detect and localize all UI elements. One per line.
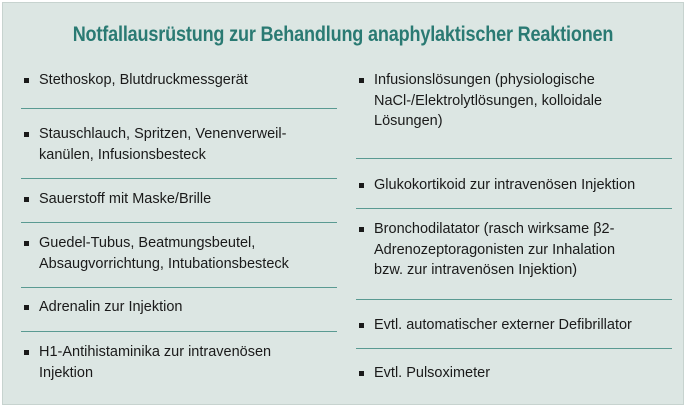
- item-text: Evtl. Pulsoximeter: [374, 365, 491, 381]
- divider: [21, 222, 337, 223]
- bullet-icon: [24, 241, 29, 246]
- item-text: Guedel-Tubus, Beatmungsbeutel, Absaugvorrichtung, Intubationsbesteck: [39, 235, 289, 272]
- item-text: Sauerstoff mit Maske/Brille: [39, 191, 212, 207]
- divider: [21, 108, 337, 109]
- bullet-icon: [359, 323, 364, 328]
- bullet-icon: [24, 305, 29, 310]
- bullet-icon: [359, 78, 364, 83]
- item-text: Infusionslösungen (physiologische NaCl-/Elektrolytlösungen, kolloidale Lösungen): [374, 72, 603, 129]
- divider: [356, 299, 672, 300]
- bullet-icon: [24, 350, 29, 355]
- bullet-icon: [24, 197, 29, 202]
- item-text: Evtl. automatischer externer Defibrillator: [374, 317, 632, 333]
- item-text: H1-Antihistaminika zur intravenösen Injektion: [39, 344, 272, 381]
- item-text: Adrenalin zur Injektion: [39, 299, 183, 315]
- bullet-icon: [24, 78, 29, 83]
- item-text: Stethoskop, Blutdruckmessgerät: [39, 72, 248, 88]
- divider: [356, 158, 672, 159]
- item-text: Glukokortikoid zur intravenösen Injektion: [374, 177, 636, 193]
- bullet-icon: [24, 132, 29, 137]
- divider: [21, 287, 337, 288]
- item-text: Stauschlauch, Spritzen, Venenverweil- kanülen, Infusionsbesteck: [39, 126, 287, 163]
- bullet-icon: [359, 183, 364, 188]
- box-title: Notfallausrüstung zur Behandlung anaphylaktischer Reaktionen: [72, 23, 614, 46]
- item-text: Bronchodilatator (rasch wirksame β2- Adrenozeptoragonisten zur Inhalation bzw. zur intravenösen Injektion): [374, 221, 616, 278]
- bullet-icon: [359, 227, 364, 232]
- emergency-equipment-box: [2, 2, 684, 405]
- divider: [21, 178, 337, 179]
- divider: [356, 208, 672, 209]
- bullet-icon: [359, 371, 364, 376]
- divider: [21, 331, 337, 332]
- divider: [356, 348, 672, 349]
